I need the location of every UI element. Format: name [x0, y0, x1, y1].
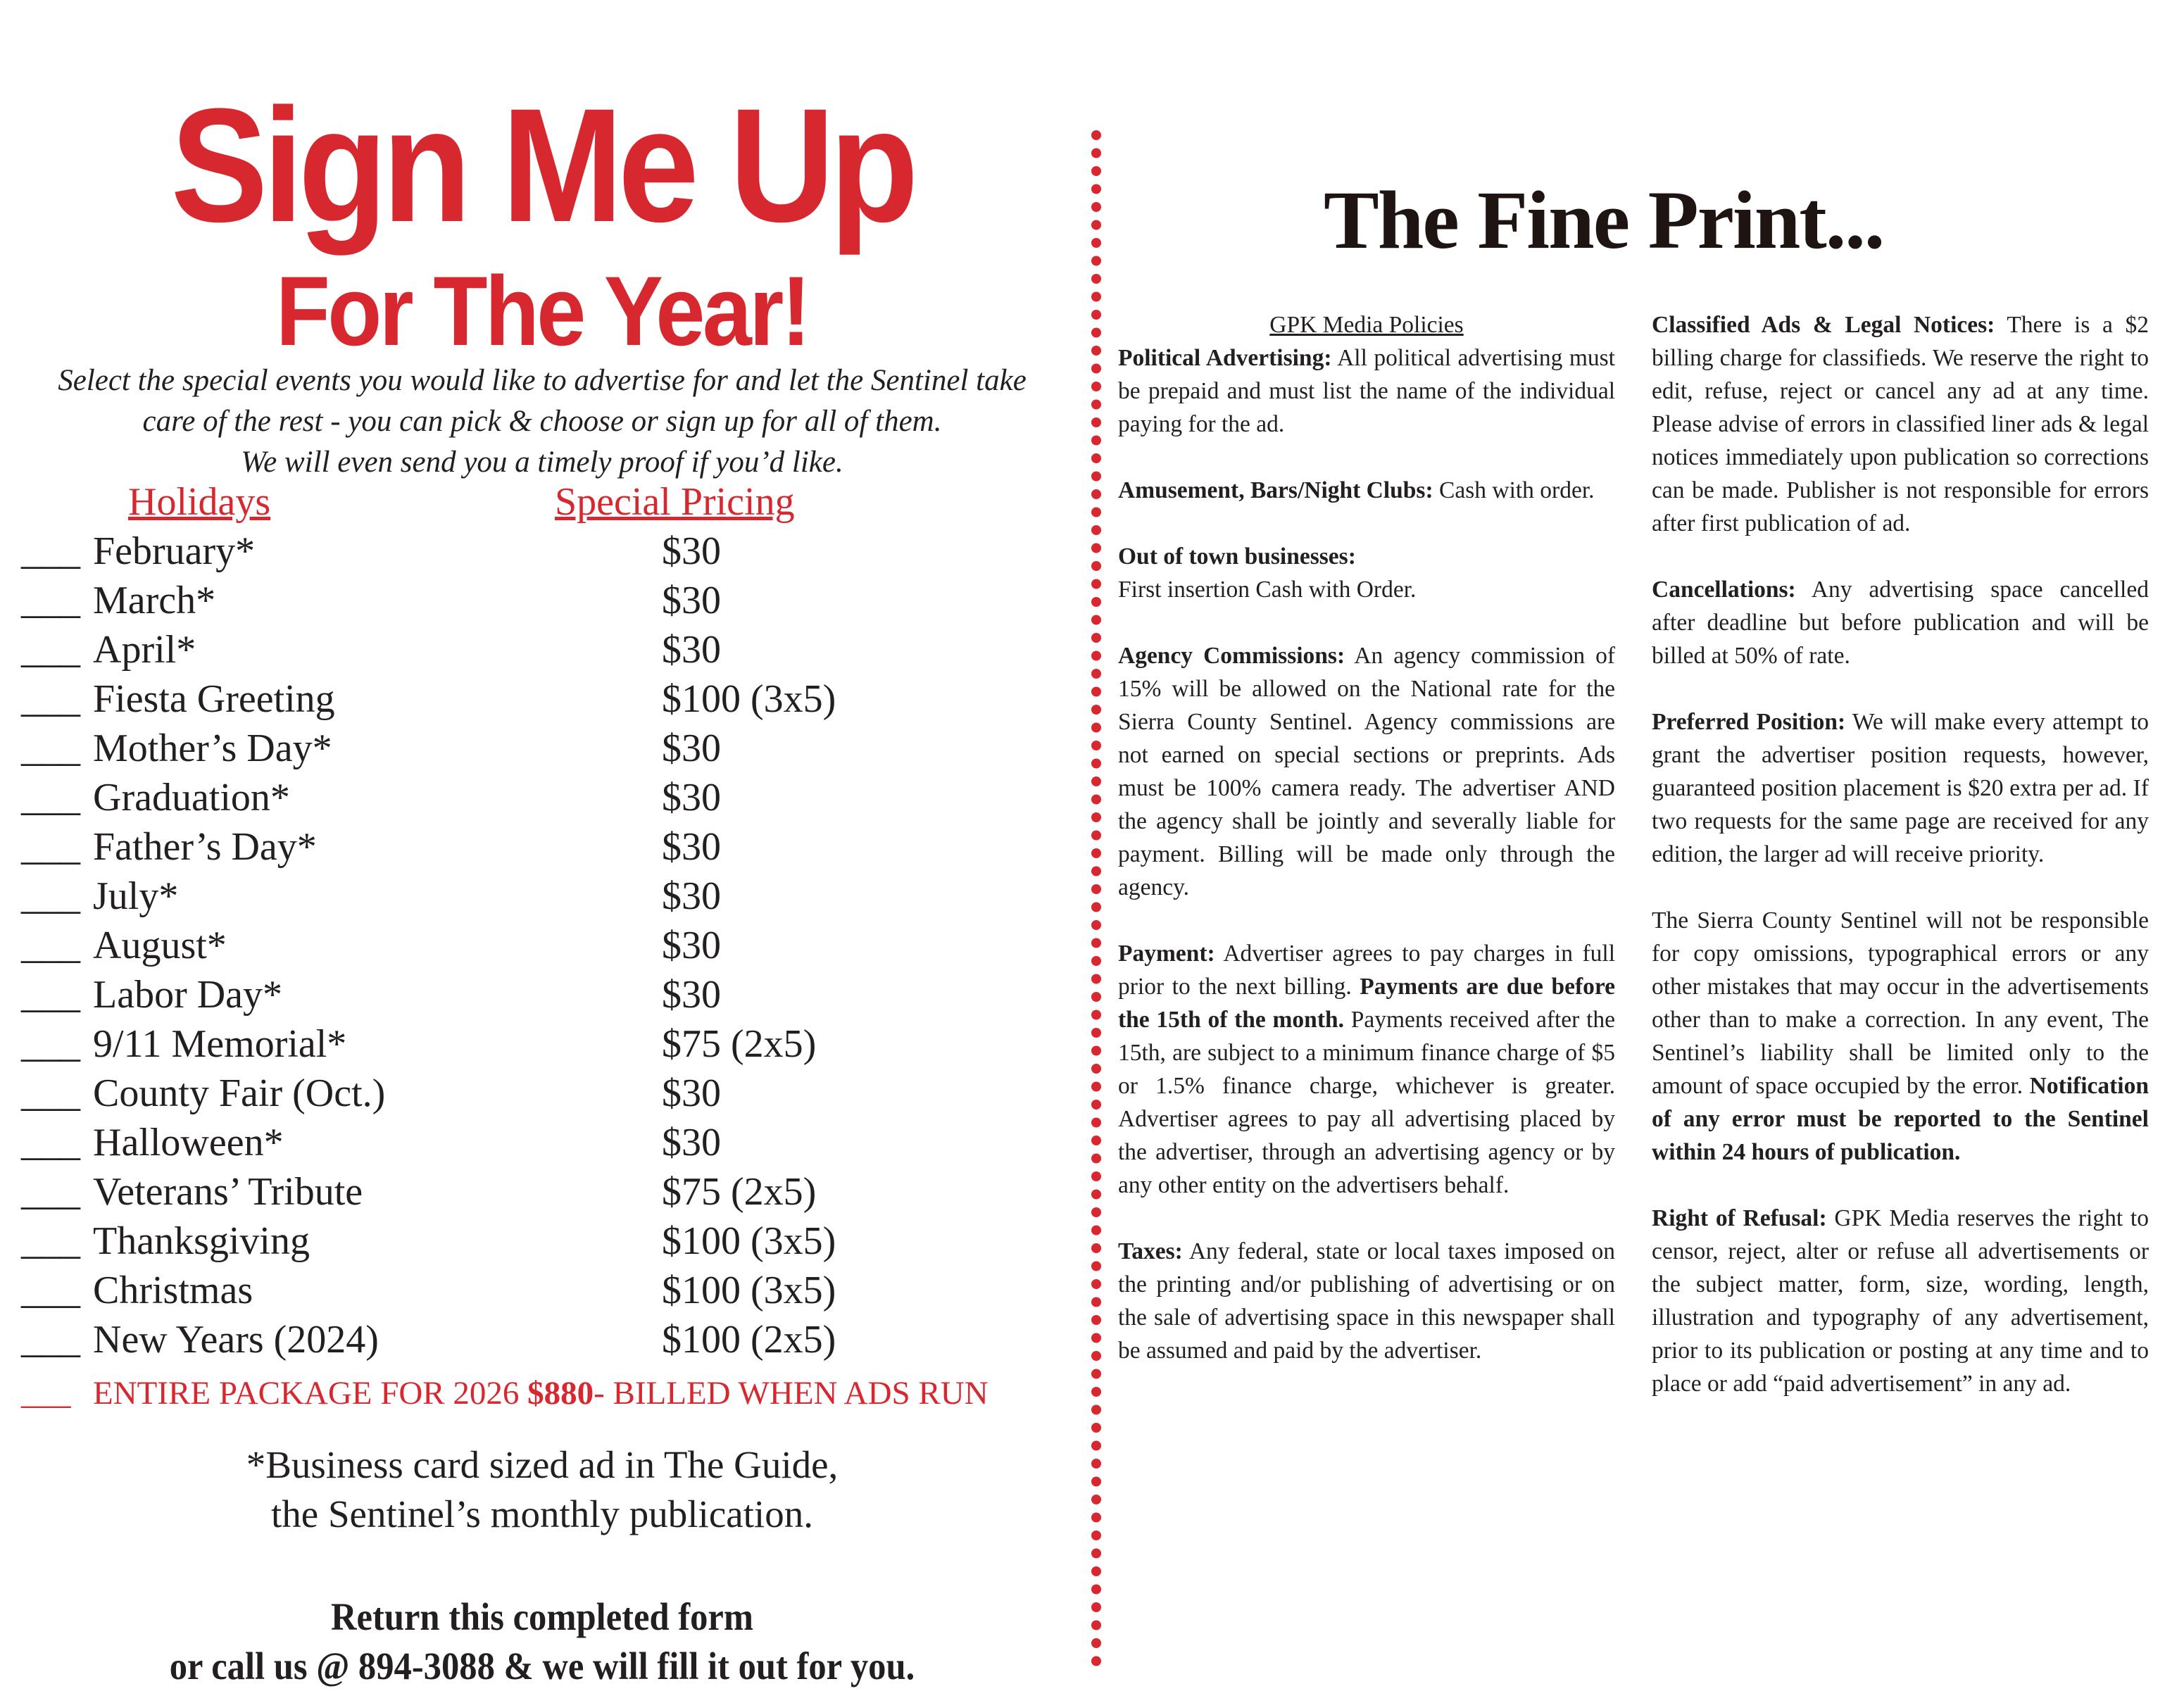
- holiday-price: $30: [662, 1121, 721, 1164]
- divider-dot: [1091, 1477, 1101, 1487]
- policy-amusement: [1118, 474, 1615, 507]
- holiday-price: $30: [662, 529, 721, 573]
- policy-payment: [1118, 937, 1615, 1202]
- divider-dot: [1091, 1207, 1101, 1217]
- divider-dot: [1091, 938, 1101, 948]
- holiday-row: [21, 970, 1077, 1019]
- holiday-checkbox-blank[interactable]: ___: [21, 825, 80, 869]
- divider-dot: [1091, 472, 1101, 482]
- holiday-price: $30: [662, 1071, 721, 1115]
- policy-label: Payment:: [1118, 941, 1215, 967]
- divider-dot: [1091, 328, 1101, 338]
- holiday-name: Christmas: [93, 1269, 253, 1312]
- holiday-row: [21, 527, 1077, 576]
- divider-dot: [1091, 1621, 1101, 1630]
- policy-right-of-refusal: [1652, 1202, 2149, 1400]
- divider-dot: [1091, 867, 1101, 876]
- holiday-checkbox-blank[interactable]: ___: [21, 1269, 80, 1312]
- divider-dot: [1091, 1441, 1101, 1451]
- divider-dot: [1091, 1566, 1101, 1576]
- divider-dot: [1091, 1351, 1101, 1361]
- holiday-checkbox-blank[interactable]: ___: [21, 529, 80, 573]
- package-label: [93, 1370, 989, 1416]
- divider-dot: [1091, 1100, 1101, 1109]
- package-suffix: - BILLED WHEN ADS RUN: [594, 1375, 989, 1412]
- holiday-name: County Fair (Oct.): [93, 1071, 386, 1115]
- holiday-checkbox-blank[interactable]: ___: [21, 1071, 80, 1115]
- return-line: or call us @ 894-3088 & we will fill it out for you.: [169, 1645, 915, 1687]
- policy-text: There is a $2 billing charge for classifieds. We reserve the right to edit, refuse, reject or cancel any ad at any time. Please advise of errors in classified liner ads & legal notices immediately upon publication so corrections can be made. Publisher is not responsible for errors after first publication of ad.: [1652, 312, 2149, 536]
- holiday-list: [21, 527, 1077, 1364]
- policy-out-of-town: [1118, 540, 1615, 606]
- divider-dot: [1091, 130, 1101, 140]
- holiday-price: $100 (3x5): [662, 1269, 836, 1312]
- policy-taxes: [1118, 1235, 1615, 1367]
- holiday-row: [21, 1019, 1077, 1069]
- holiday-row: [21, 1217, 1077, 1266]
- holiday-row: [21, 625, 1077, 674]
- signup-title: Sign Me Up: [170, 75, 914, 256]
- divider-dot: [1091, 1423, 1101, 1433]
- holiday-checkbox-blank[interactable]: ___: [21, 1170, 80, 1214]
- divider-dot: [1091, 1638, 1101, 1648]
- divider-dot: [1091, 1226, 1101, 1236]
- holiday-name: April*: [93, 628, 196, 672]
- divider-dot: [1091, 759, 1101, 769]
- holiday-price: $100 (3x5): [662, 677, 836, 721]
- divider-dot: [1091, 1118, 1101, 1128]
- return-line: Return this completed form: [330, 1595, 754, 1638]
- holiday-name: Halloween*: [93, 1121, 284, 1164]
- signup-panel: [0, 0, 1084, 1687]
- divider-dot: [1091, 166, 1101, 176]
- policy-text: Advertiser agrees to pay charges in full prior to the next billing.: [1118, 941, 1615, 1000]
- divider-dot: [1091, 149, 1101, 158]
- divider-dot: [1091, 256, 1101, 266]
- policy-classified: [1652, 308, 2149, 540]
- divider-dot: [1091, 1010, 1101, 1020]
- divider-dot: [1091, 561, 1101, 571]
- divider-dot: [1091, 741, 1101, 750]
- policy-text: GPK Media reserves the right to censor, reject, alter or refuse all advertisements or the subject matter, form, size, wording, length, illustration and typography of any advertisement, prior to its publication or posting at any time and to place or add “paid advertisement” in any ad.: [1652, 1205, 2149, 1397]
- divider-dot: [1091, 1405, 1101, 1415]
- holiday-checkbox-blank[interactable]: ___: [21, 579, 80, 622]
- policy-label: Out of town businesses:: [1118, 543, 1356, 570]
- divider-dot: [1091, 597, 1101, 607]
- divider-dot: [1091, 346, 1101, 356]
- holiday-price: $100 (3x5): [662, 1219, 836, 1263]
- divider-dot: [1091, 956, 1101, 966]
- divider-dot: [1091, 1602, 1101, 1612]
- holiday-name: Graduation*: [93, 776, 290, 819]
- divider-dot: [1091, 1082, 1101, 1092]
- policy-liability: [1652, 904, 2149, 1169]
- divider-dot: [1091, 220, 1101, 230]
- divider-dot: [1091, 1028, 1101, 1038]
- divider-dot: [1091, 884, 1101, 894]
- holiday-row: [21, 1069, 1077, 1118]
- divider-dot: [1091, 1459, 1101, 1469]
- divider-dot: [1091, 795, 1101, 805]
- policy-political: [1118, 341, 1615, 441]
- holiday-price: $30: [662, 924, 721, 967]
- holiday-checkbox-blank[interactable]: ___: [21, 1318, 80, 1362]
- holiday-row: [21, 674, 1077, 724]
- divider-dot: [1091, 1154, 1101, 1164]
- holiday-row: [21, 822, 1077, 872]
- holiday-row: [21, 724, 1077, 773]
- policy-agency: [1118, 639, 1615, 904]
- policy-text: An agency commission of 15% will be allowed on the National rate for the Sierra County Sentinel. Agency commissions are not earned on special sections or preprints. Ads must be 100% camera ready. The advertiser AND the agency shall be jointly and severally liable for payment. Billing will be made only through the agency.: [1118, 643, 1616, 900]
- divider-dot: [1091, 1333, 1101, 1343]
- policy-label: Cancellations:: [1652, 577, 1796, 603]
- divider-dot: [1091, 453, 1101, 463]
- policy-preferred-position: [1652, 705, 2149, 871]
- divider-dot: [1091, 543, 1101, 553]
- divider-dot: [1091, 1171, 1101, 1181]
- holiday-row: [21, 921, 1077, 970]
- divider-dot: [1091, 274, 1101, 284]
- holiday-price: $30: [662, 776, 721, 819]
- divider-dot: [1091, 633, 1101, 643]
- holiday-checkbox-blank[interactable]: ___: [21, 776, 80, 819]
- divider-dot: [1091, 525, 1101, 535]
- signup-subtitle: For The Year!: [275, 256, 809, 366]
- dotted-divider: [1086, 127, 1107, 1676]
- policy-label: Right of Refusal:: [1652, 1205, 1827, 1231]
- intro-line: We will even send you a timely proof if you’d like.: [241, 446, 843, 479]
- divider-dot: [1091, 1046, 1101, 1056]
- divider-dot: [1091, 382, 1101, 391]
- package-prefix: ENTIRE PACKAGE FOR 2026: [93, 1375, 528, 1412]
- divider-dot: [1091, 364, 1101, 374]
- holiday-checkbox-blank[interactable]: ___: [21, 924, 80, 967]
- return-instructions: [44, 1592, 1041, 1691]
- footnote: [0, 1440, 1084, 1539]
- holiday-name: February*: [93, 529, 256, 573]
- holiday-name: March*: [93, 579, 216, 622]
- policy-bold-text: Notification of any error must be reported to the Sentinel within 24 hours of publication.: [1652, 1073, 2149, 1165]
- policies-heading: GPK Media Policies: [1269, 312, 1464, 338]
- holiday-name: Thanksgiving: [93, 1219, 310, 1263]
- holidays-column-header: Holidays: [128, 480, 271, 524]
- holiday-name: 9/11 Memorial*: [93, 1022, 347, 1066]
- holiday-name: New Years (2024): [93, 1318, 379, 1362]
- divider-dot: [1091, 812, 1101, 822]
- holiday-name: Mother’s Day*: [93, 727, 332, 770]
- holiday-row: [21, 1118, 1077, 1167]
- divider-dot: [1091, 1190, 1101, 1200]
- divider-dot: [1091, 1657, 1101, 1666]
- package-checkbox-blank[interactable]: ___: [21, 1375, 71, 1412]
- divider-dot: [1091, 651, 1101, 661]
- divider-dot: [1091, 777, 1101, 786]
- holiday-checkbox-blank[interactable]: ___: [21, 1219, 80, 1263]
- pricing-column-header: Special Pricing: [555, 480, 795, 524]
- divider-dot: [1091, 974, 1101, 984]
- holiday-name: Veterans’ Tribute: [93, 1170, 363, 1214]
- holiday-name: Labor Day*: [93, 973, 283, 1017]
- holiday-row: [21, 576, 1077, 625]
- policies-column-left: [1118, 308, 1615, 1400]
- divider-dot: [1091, 723, 1101, 733]
- divider-dot: [1091, 848, 1101, 858]
- divider-dot: [1091, 436, 1101, 446]
- holiday-price: $75 (2x5): [662, 1170, 817, 1214]
- policy-text: Payments received after the 15th, are subject to a minimum finance charge of $5 or 1.5% finance charge, whichever is greater. Advertiser agrees to pay all advertising placed by the advertiser, through an advertising agency or by any other entity on the advertisers behalf.: [1118, 1007, 1615, 1198]
- policy-text: The Sierra County Sentinel will not be responsible for copy omissions, typographical errors or any other mistakes that may occur in the advertisements other than to make a correction. In any event, The Sentinel’s liability shall be limited only to the amount of space occupied by the error.: [1652, 907, 2149, 1099]
- divider-dot: [1091, 1279, 1101, 1289]
- divider-dot: [1091, 202, 1101, 212]
- policy-label: Agency Commissions:: [1118, 643, 1345, 669]
- holiday-price: $100 (2x5): [662, 1318, 836, 1362]
- holiday-checkbox-blank[interactable]: ___: [21, 1022, 80, 1066]
- holiday-price: $30: [662, 874, 721, 918]
- holiday-checkbox-blank[interactable]: ___: [21, 628, 80, 672]
- divider-dot: [1091, 1243, 1101, 1253]
- policy-cancellations: [1652, 573, 2149, 672]
- divider-dot: [1091, 579, 1101, 589]
- policy-label: Political Advertising:: [1118, 345, 1332, 371]
- policy-text: All political advertising must be prepaid and must list the name of the individual paying for the ad.: [1118, 345, 1615, 437]
- holiday-row: [21, 1266, 1077, 1315]
- divider-dot: [1091, 1530, 1101, 1540]
- divider-dot: [1091, 292, 1101, 302]
- divider-dot: [1091, 1136, 1101, 1145]
- policy-bold-text: Payments are due before the 15th of the month.: [1118, 974, 1615, 1033]
- divider-dot: [1091, 615, 1101, 625]
- footnote-line: *Business card sized ad in The Guide,: [246, 1443, 839, 1486]
- holiday-price: $75 (2x5): [662, 1022, 817, 1066]
- divider-dot: [1091, 1369, 1101, 1379]
- divider-dot: [1091, 489, 1101, 499]
- divider-dot: [1091, 310, 1101, 320]
- holiday-price: $30: [662, 825, 721, 869]
- policy-text: Any federal, state or local taxes imposed on the printing and/or publishing of advertising or on the sale of advertising space in this newspaper shall be assumed and paid by the advertiser.: [1118, 1238, 1615, 1364]
- signup-intro: [21, 360, 1063, 483]
- intro-line: Select the special events you would like to advertise for and let the Sentinel take: [58, 364, 1027, 397]
- divider-dot: [1091, 508, 1101, 517]
- policy-text: Cash with order.: [1433, 477, 1595, 503]
- divider-dot: [1091, 903, 1101, 912]
- holiday-checkbox-blank[interactable]: ___: [21, 874, 80, 918]
- policy-label: Classified Ads & Legal Notices:: [1652, 312, 1995, 338]
- intro-line: care of the rest - you can pick & choose or sign up for all of them.: [142, 405, 942, 438]
- holiday-name: Fiesta Greeting: [93, 677, 335, 721]
- divider-dot: [1091, 992, 1101, 1002]
- package-price: $880: [527, 1375, 594, 1412]
- holiday-price: $30: [662, 579, 721, 622]
- divider-dot: [1091, 669, 1101, 679]
- policy-text: First insertion Cash with Order.: [1118, 577, 1417, 603]
- policies-column-right: [1652, 308, 2149, 1433]
- holiday-checkbox-blank[interactable]: ___: [21, 727, 80, 770]
- divider-dot: [1091, 417, 1101, 427]
- holiday-price: $30: [662, 727, 721, 770]
- divider-dot: [1091, 1549, 1101, 1559]
- holiday-row: [21, 1167, 1077, 1217]
- divider-dot: [1091, 831, 1101, 841]
- policy-label: Amusement, Bars/Night Clubs:: [1118, 477, 1433, 503]
- divider-dot: [1091, 920, 1101, 930]
- divider-dot: [1091, 1585, 1101, 1595]
- holiday-price: $30: [662, 628, 721, 672]
- divider-dot: [1091, 238, 1101, 248]
- divider-dot: [1091, 1315, 1101, 1325]
- divider-dot: [1091, 1297, 1101, 1307]
- holiday-row: [21, 1315, 1077, 1364]
- divider-dot: [1091, 1262, 1101, 1271]
- holiday-name: July*: [93, 874, 179, 918]
- footnote-line: the Sentinel’s monthly publication.: [271, 1492, 813, 1535]
- divider-dot: [1091, 1387, 1101, 1397]
- holiday-checkbox-blank[interactable]: ___: [21, 973, 80, 1017]
- holiday-price: $30: [662, 973, 721, 1017]
- divider-dot: [1091, 400, 1101, 410]
- holiday-row: [21, 773, 1077, 822]
- holiday-row: [21, 872, 1077, 921]
- policy-text: We will make every attempt to grant the advertiser position requests, however, guaranteed position placement is $20 extra per ad. If two requests for the same page are received for any edition, the larger ad will receive priority.: [1652, 709, 2149, 867]
- holiday-checkbox-blank[interactable]: ___: [21, 677, 80, 721]
- divider-dot: [1091, 687, 1101, 697]
- holiday-name: Father’s Day*: [93, 825, 317, 869]
- divider-dot: [1091, 705, 1101, 715]
- fine-print-title: The Fine Print...: [1324, 174, 1884, 266]
- policy-label: Preferred Position:: [1652, 709, 1846, 735]
- divider-dot: [1091, 1495, 1101, 1504]
- policy-label: Taxes:: [1118, 1238, 1183, 1264]
- policy-text: Any advertising space cancelled after deadline but before publication and will be billed at 50% of rate.: [1652, 577, 2149, 669]
- divider-dot: [1091, 1513, 1101, 1523]
- holiday-checkbox-blank[interactable]: ___: [21, 1121, 80, 1164]
- divider-dot: [1091, 184, 1101, 194]
- divider-dot: [1091, 1064, 1101, 1074]
- holiday-name: August*: [93, 924, 227, 967]
